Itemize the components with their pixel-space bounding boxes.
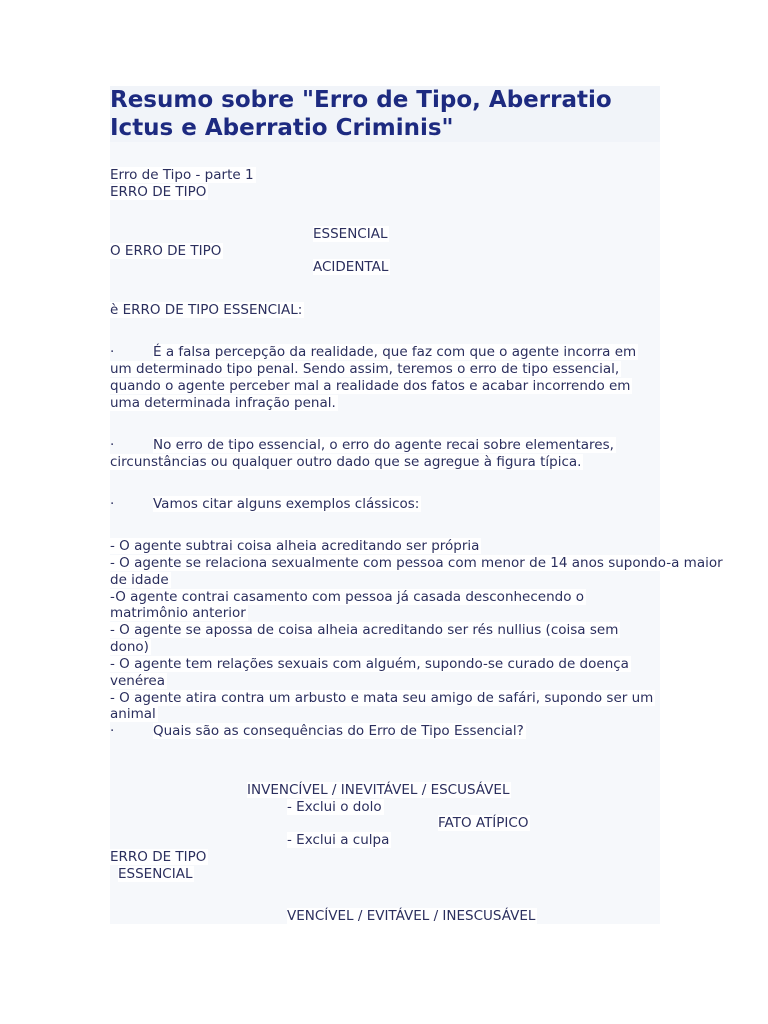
bullet-1: · <box>110 344 115 360</box>
essencial-heading: è ERRO DE TIPO ESSENCIAL: <box>110 302 303 318</box>
title-line-2: Ictus e Aberratio Criminis" <box>110 115 454 141</box>
example-line: - O agente subtrai coisa alheia acreditando ser própria <box>110 538 480 554</box>
example-line: animal <box>110 706 156 722</box>
example-line: - O agente tem relações sexuais com alguém, supondo-se curado de doença <box>110 656 629 672</box>
paragraph1-line-4: uma determinada infração penal. <box>110 395 336 411</box>
example-line: -O agente contrai casamento com pessoa já casada desconhecendo o <box>110 589 585 605</box>
title-line-1: Resumo sobre "Erro de Tipo, Aberratio <box>110 87 612 113</box>
question-line: Quais são as consequências do Erro de Tipo Essencial? <box>153 723 524 739</box>
paragraph1-line-3: quando o agente perceber mal a realidade dos fatos e acabar incorrendo em <box>110 378 631 394</box>
diagram2-essencial: ESSENCIAL <box>118 866 193 882</box>
diagram2-vencivel: VENCÍVEL / EVITÁVEL / INESCUSÁVEL <box>287 908 536 924</box>
paragraph2-line-2: circunstâncias ou qualquer outro dado que se agregue à figura típica. <box>110 454 582 470</box>
example-line: - O agente atira contra um arbusto e mata seu amigo de safári, supondo ser um <box>110 690 654 706</box>
paragraph1-line-2: um determinado tipo penal. Sendo assim, teremos o erro de tipo essencial, <box>110 361 620 377</box>
example-line: matrimônio anterior <box>110 605 246 621</box>
document-title <box>110 86 660 142</box>
paragraph1-line-1: É a falsa percepção da realidade, que faz com que o agente incorra em <box>153 344 637 360</box>
bullet-4: · <box>110 723 115 739</box>
example-line: de idade <box>110 572 169 588</box>
paragraph3-line-1: Vamos citar alguns exemplos clássicos: <box>153 496 420 512</box>
bullet-2: · <box>110 437 115 453</box>
section-subtitle: Erro de Tipo - parte 1 <box>110 167 254 183</box>
diagram2-exclui-culpa: - Exclui a culpa <box>287 832 390 848</box>
example-line: dono) <box>110 639 149 655</box>
example-line: - O agente se relaciona sexualmente com pessoa com menor de 14 anos supondo-a maior <box>110 555 723 571</box>
example-line: venérea <box>110 673 165 689</box>
diagram1-essencial: ESSENCIAL <box>313 226 388 242</box>
diagram2-fato-atipico: FATO ATÍPICO <box>438 815 529 831</box>
diagram1-acidental: ACIDENTAL <box>313 259 389 275</box>
example-line: - O agente se apossa de coisa alheia acreditando ser rés nullius (coisa sem <box>110 622 619 638</box>
section-heading: ERRO DE TIPO <box>110 184 207 200</box>
diagram2-exclui-dolo: - Exclui o dolo <box>287 799 382 815</box>
diagram2-invencivel: INVENCÍVEL / INEVITÁVEL / ESCUSÁVEL <box>247 782 510 798</box>
bullet-3: · <box>110 496 115 512</box>
diagram2-erro-de-tipo: ERRO DE TIPO <box>110 849 207 865</box>
paragraph2-line-1: No erro de tipo essencial, o erro do agente recai sobre elementares, <box>153 437 614 453</box>
diagram1-erro-de-tipo: O ERRO DE TIPO <box>110 243 222 259</box>
